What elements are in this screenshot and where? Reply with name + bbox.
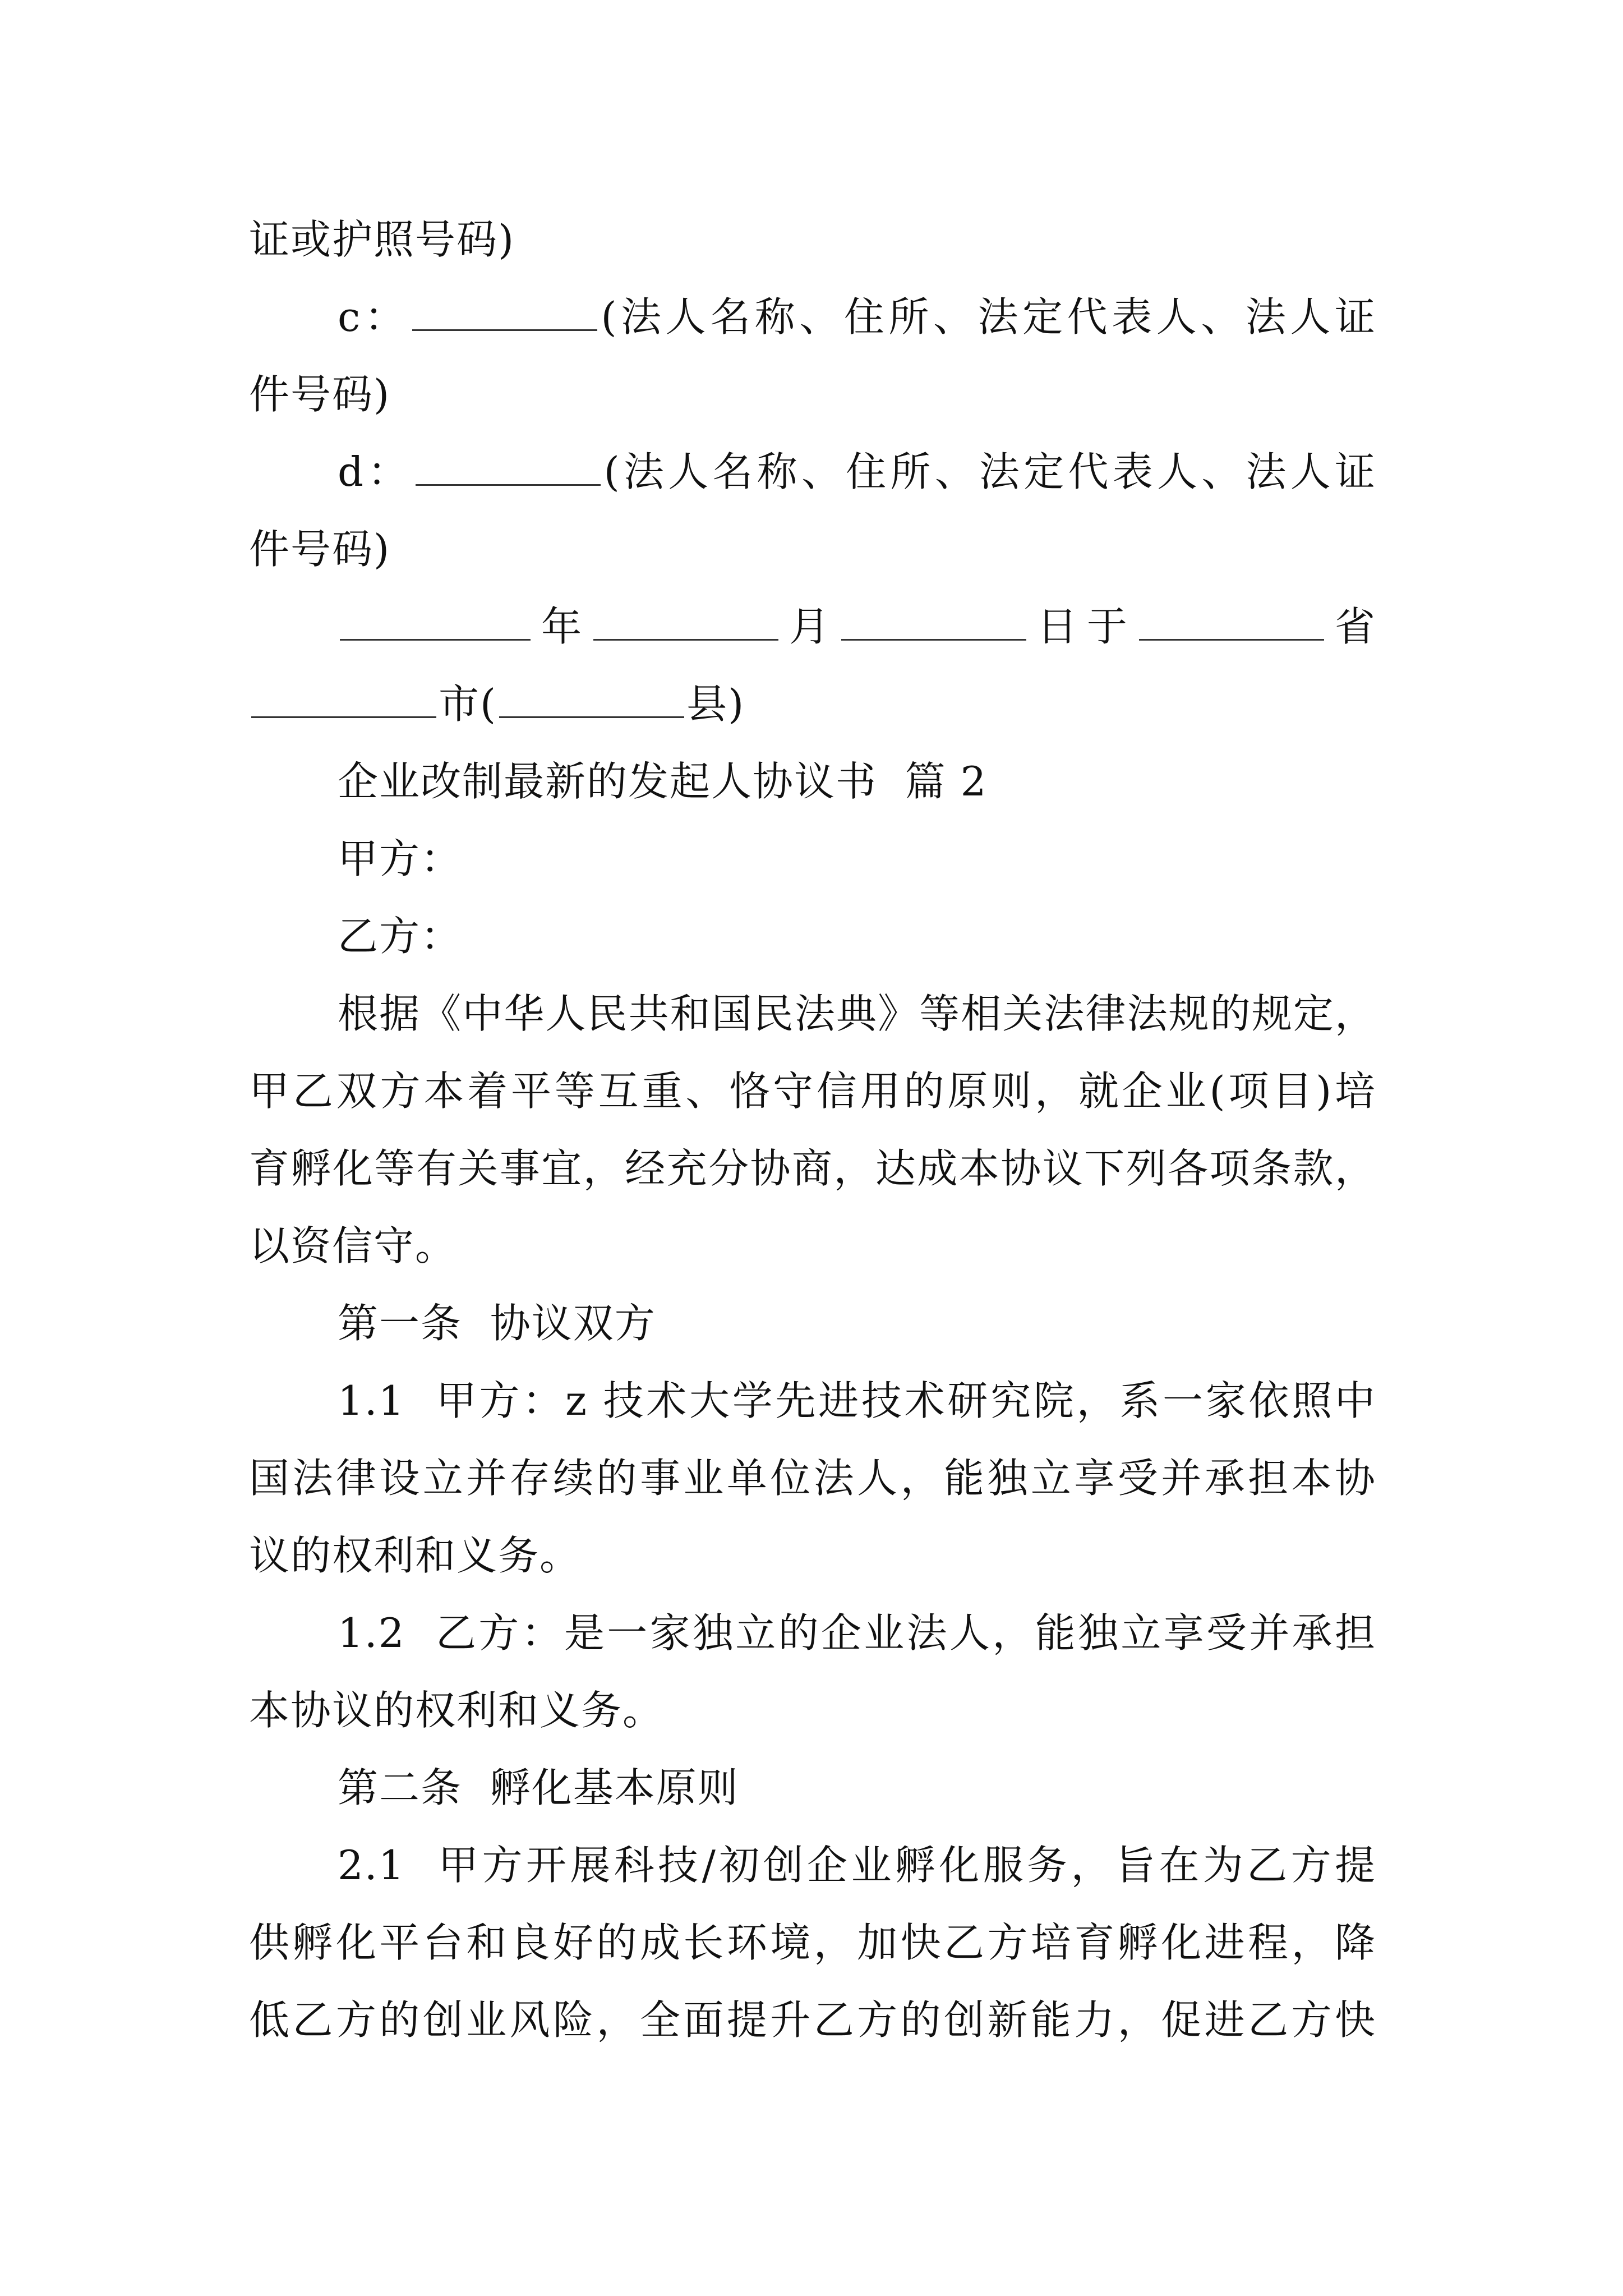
continuation-line [249,201,1376,278]
party-c-suffix: (法人名称、住所、法定代表人、法人证 [601,293,1377,341]
day-at-label: 日于 [1029,603,1137,650]
intro-text: 根据《中华人民共和国民法典》等相关法律法规的规定， [338,990,1376,1037]
article-2-title-text: 第二条 孵化基本原则 [338,1764,739,1811]
clause-text: 议的权利和义务。 [249,1532,582,1579]
intro-line-3 [249,1130,1376,1207]
party-c-tail: 件号码) [249,371,391,418]
party-d-line [249,433,1376,510]
clause-1-1-line-1 [249,1362,1376,1439]
clause-text: 低乙方的创业风险，全面提升乙方的创新能力，促进乙方快 [249,1996,1376,2044]
party-a-label-line [249,820,1376,898]
party-c-prefix: c： [338,293,409,341]
county-label: 县) [686,680,745,728]
year-blank [340,606,531,641]
party-b-label: 乙方： [338,913,463,960]
clause-1-1-line-3 [249,1517,1376,1594]
intro-line-2 [249,1052,1376,1130]
party-d-prefix: d： [338,448,412,495]
month-label: 月 [781,603,839,650]
clause-1-2-line-1 [249,1594,1376,1672]
article-1-title-text: 第一条 协议双方 [338,1300,656,1347]
article-1-title [249,1285,1376,1362]
clause-text: 2.1 甲方开展科技/初创企业孵化服务，旨在为乙方提 [338,1842,1376,1889]
party-d-blank [416,452,601,486]
intro-text: 甲乙双方本着平等互重、恪守信用的原则，就企业(项目)培 [249,1068,1376,1115]
clause-text: 本协议的权利和义务。 [249,1687,665,1734]
city-county-line [249,665,1376,743]
county-blank [499,684,684,718]
party-c-line [249,278,1376,356]
clause-text: 1.1 甲方：z 技术大学先进技术研究院，系一家依照中 [338,1377,1376,1424]
party-c-tail-line [249,356,1376,433]
month-blank [593,606,778,641]
date-place-line [249,588,1376,665]
clause-text: 供孵化平台和良好的成长环境，加快乙方培育孵化进程，降 [249,1919,1376,1966]
party-c-blank [412,297,597,331]
clause-1-1-line-2 [249,1439,1376,1517]
intro-line-1 [249,975,1376,1052]
province-label: 省 [1326,603,1376,650]
clause-text: 国法律设立并存续的事业单位法人，能独立享受并承担本协 [249,1455,1376,1502]
party-d-tail: 件号码) [249,526,391,573]
party-a-label: 甲方： [338,835,463,882]
clause-1-2-line-2 [249,1672,1376,1749]
section-title-text: 企业改制最新的发起人协议书 篇 2 [338,758,988,805]
clause-text: 1.2 乙方：是一家独立的企业法人，能独立享受并承担 [338,1609,1376,1657]
intro-line-4 [249,1207,1376,1285]
continuation-text: 证或护照号码) [249,216,515,263]
day-blank [841,606,1026,641]
province-blank [1139,606,1324,641]
year-label: 年 [533,603,591,650]
intro-text: 以资信守。 [249,1222,457,1269]
section-title [249,743,1376,820]
article-2-title [249,1749,1376,1826]
city-blank [251,684,436,718]
document-body [249,201,1376,2059]
clause-2-1-line-1 [249,1826,1376,1904]
intro-text: 育孵化等有关事宜，经充分协商，达成本协议下列各项条款， [249,1145,1376,1192]
party-d-tail-line [249,510,1376,588]
clause-2-1-line-2 [249,1904,1376,1981]
party-b-label-line [249,898,1376,975]
city-label: 市( [439,680,497,728]
party-d-suffix: (法人名称、住所、法定代表人、法人证 [603,448,1377,495]
clause-2-1-line-3 [249,1981,1376,2059]
